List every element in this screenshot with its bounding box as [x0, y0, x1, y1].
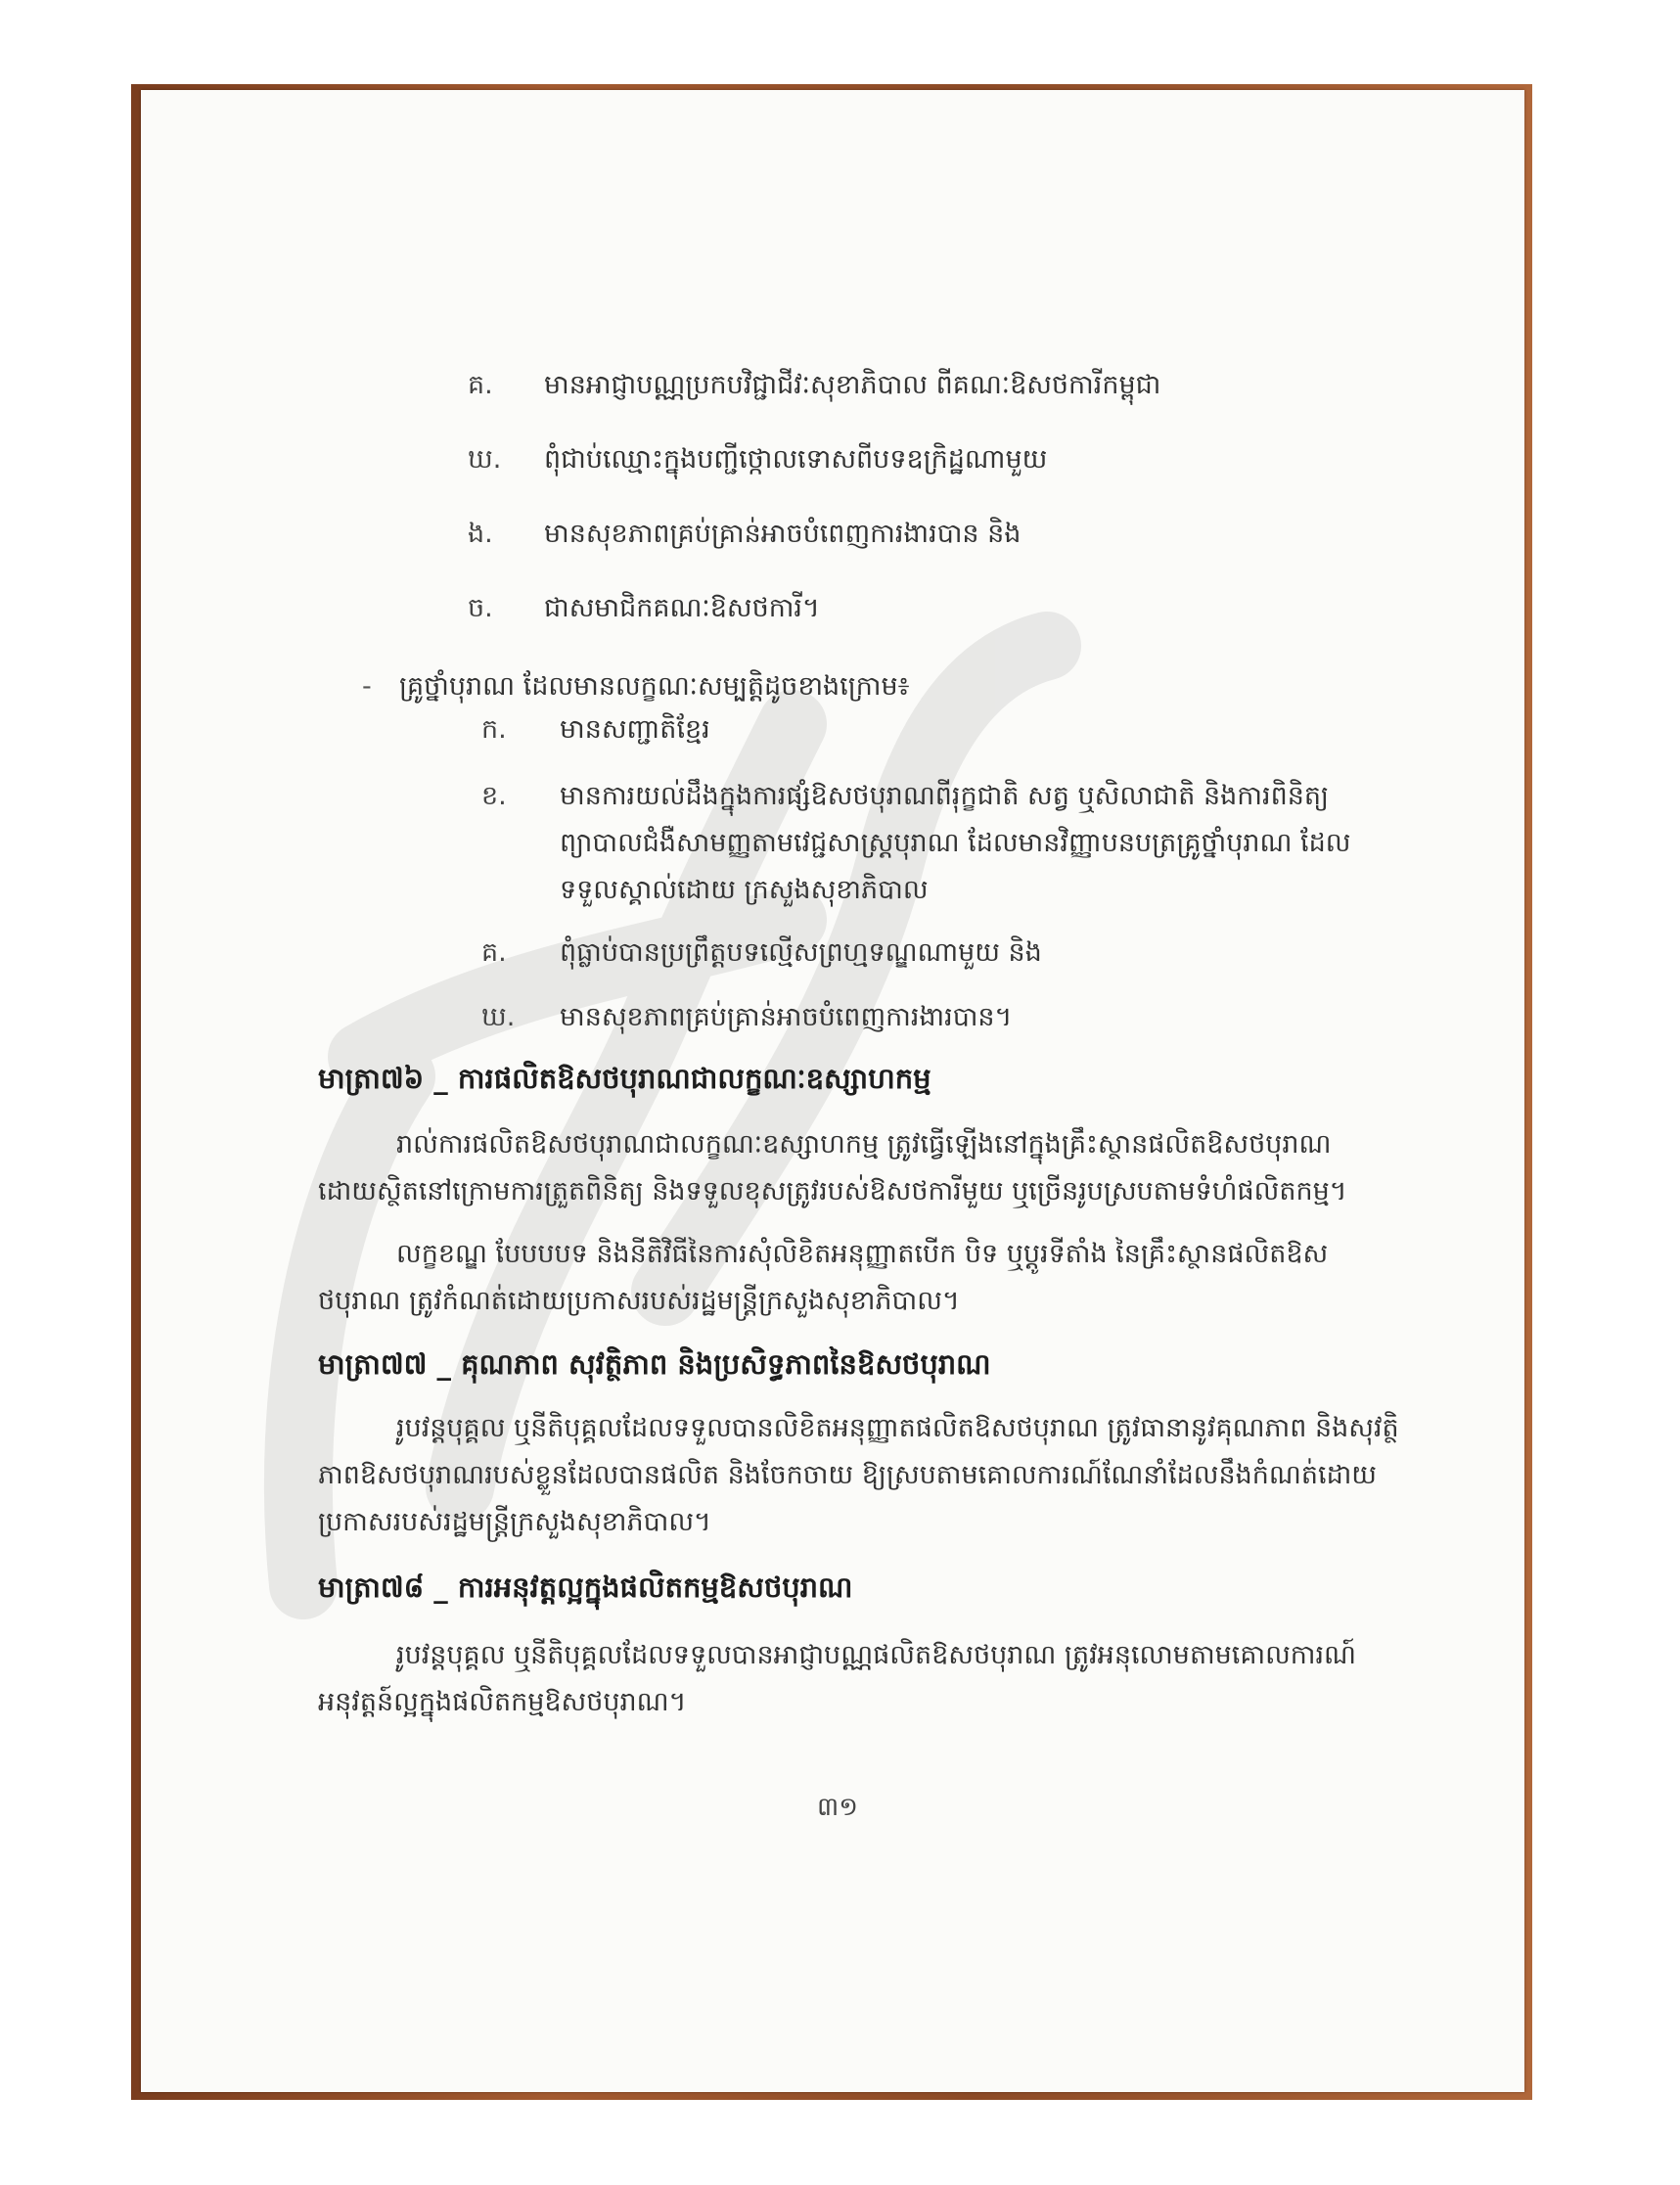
item-text: ពុំជាប់ឈ្មោះក្នុងបញ្ជីថ្កោលទោសពីបទឧក្រិដ្ឋណាមួយ [544, 444, 1048, 475]
item-text: មានអាជ្ញាបណ្ណប្រកបវិជ្ជាជីវៈសុខាភិបាល ពីគណៈឱសថការីកម្ពុជា [544, 370, 1161, 400]
article-77-para-line1: រូបវន្តបុគ្គល ឬនីតិបុគ្គលដែលទទួលបានលិខិតអនុញ្ញាតផលិតឱសថបុរាណ ត្រូវធានានូវគុណភាព និងសុវត្ថិ [396, 1413, 1399, 1443]
item-label: ក. [481, 714, 507, 745]
item-label: ច. [468, 593, 493, 623]
article-76-para2-line2: ថបុរាណ ត្រូវកំណត់ដោយប្រកាសរបស់រដ្ឋមន្ត្រីក្រសួងសុខាភិបាល។ [318, 1286, 960, 1316]
item-text-line: ទទួលស្គាល់ដោយ ក្រសួងសុខាភិបាល [560, 875, 929, 905]
article-78-para-line2: អនុវត្តន៍ល្អក្នុងផលិតកម្មឱសថបុរាណ។ [318, 1687, 687, 1717]
item-label: គ. [481, 937, 507, 968]
item-text: មានសុខភាពគ្រប់គ្រាន់អាចបំពេញការងារបាន និង [544, 519, 1022, 549]
item-text: មានសុខភាពគ្រប់គ្រាន់អាចបំពេញការងារបាន។ [560, 1002, 1013, 1032]
article-78-heading: មាត្រា៧៨ _ ការអនុវត្តល្អក្នុងផលិតកម្មឱសថបុរាណ [318, 1570, 853, 1604]
item-text-line: ព្យាបាលជំងឺសាមញ្ញតាមវេជ្ជសាស្ត្របុរាណ ដែលមានវិញ្ញាបនបត្រគ្រូថ្នាំបុរាណ ដែល [560, 828, 1351, 858]
item-label: ខ. [481, 781, 507, 811]
item-label: ឃ. [468, 444, 502, 475]
dash-bullet: - [362, 671, 372, 702]
page-number: ៣១ [817, 1793, 858, 1822]
article-76-para1-line2: ដោយស្ថិតនៅក្រោមការត្រួតពិនិត្យ និងទទួលខុសត្រូវរបស់ឱសថការីមួយ ឬច្រើនរូបស្របតាមទំហំផលិតកម្ម។ [318, 1176, 1347, 1206]
article-78-para-line1: រូបវន្តបុគ្គល ឬនីតិបុគ្គលដែលទទួលបានអាជ្ញាបណ្ណផលិតឱសថបុរាណ ត្រូវអនុលោមតាមគោលការណ៍ [396, 1640, 1357, 1670]
item-text-line: មានការយល់ដឹងក្នុងការផ្សំឱសថបុរាណពីរុក្ខជាតិ សត្វ ឬសិលាជាតិ និងការពិនិត្យ [560, 781, 1330, 811]
article-76-heading: មាត្រា៧៦ _ ការផលិតឱសថបុរាណជាលក្ខណៈឧស្សាហកម្ម [318, 1062, 931, 1095]
article-76-para1-line1: រាល់ការផលិតឱសថបុរាណជាលក្ខណៈឧស្សាហកម្ម ត្រូវធ្វើឡើងនៅក្នុងគ្រឹះស្ថានផលិតឱសថបុរាណ [396, 1129, 1332, 1160]
article-76-para2-line1: លក្ខខណ្ឌ បែបបបទ និងនីតិវិធីនៃការសុំលិខិតអនុញ្ញាតបើក បិទ ឬប្តូរទីតាំង នៃគ្រឹះស្ថានផលិតឱស [396, 1239, 1329, 1269]
article-77-para-line3: ប្រកាសរបស់រដ្ឋមន្ត្រីក្រសួងសុខាភិបាល។ [318, 1507, 711, 1537]
dash-item-text: គ្រូថ្នាំបុរាណ ដែលមានលក្ខណៈសម្បត្តិដូចខាងក្រោម៖ [399, 671, 910, 702]
item-text: ជាសមាជិកគណៈឱសថការី។ [544, 593, 820, 623]
item-text: មានសញ្ជាតិខ្មែរ [560, 714, 710, 745]
item-label: ង. [468, 519, 493, 549]
item-label: ឃ. [481, 1002, 516, 1032]
item-text: ពុំធ្លាប់បានប្រព្រឹត្តបទល្មើសព្រហ្មទណ្ឌណាមួយ និង [560, 937, 1042, 968]
article-77-para-line2: ភាពឱសថបុរាណរបស់ខ្លួនដែលបានផលិត និងចែកចាយ ឱ្យស្របតាមគោលការណ៍ណែនាំដែលនឹងកំណត់ដោយ [318, 1460, 1378, 1490]
item-label: គ. [468, 370, 493, 400]
article-77-heading: មាត្រា៧៧ _ គុណភាព សុវត្ថិភាព និងប្រសិទ្ធភាពនៃឱសថបុរាណ [318, 1347, 991, 1381]
